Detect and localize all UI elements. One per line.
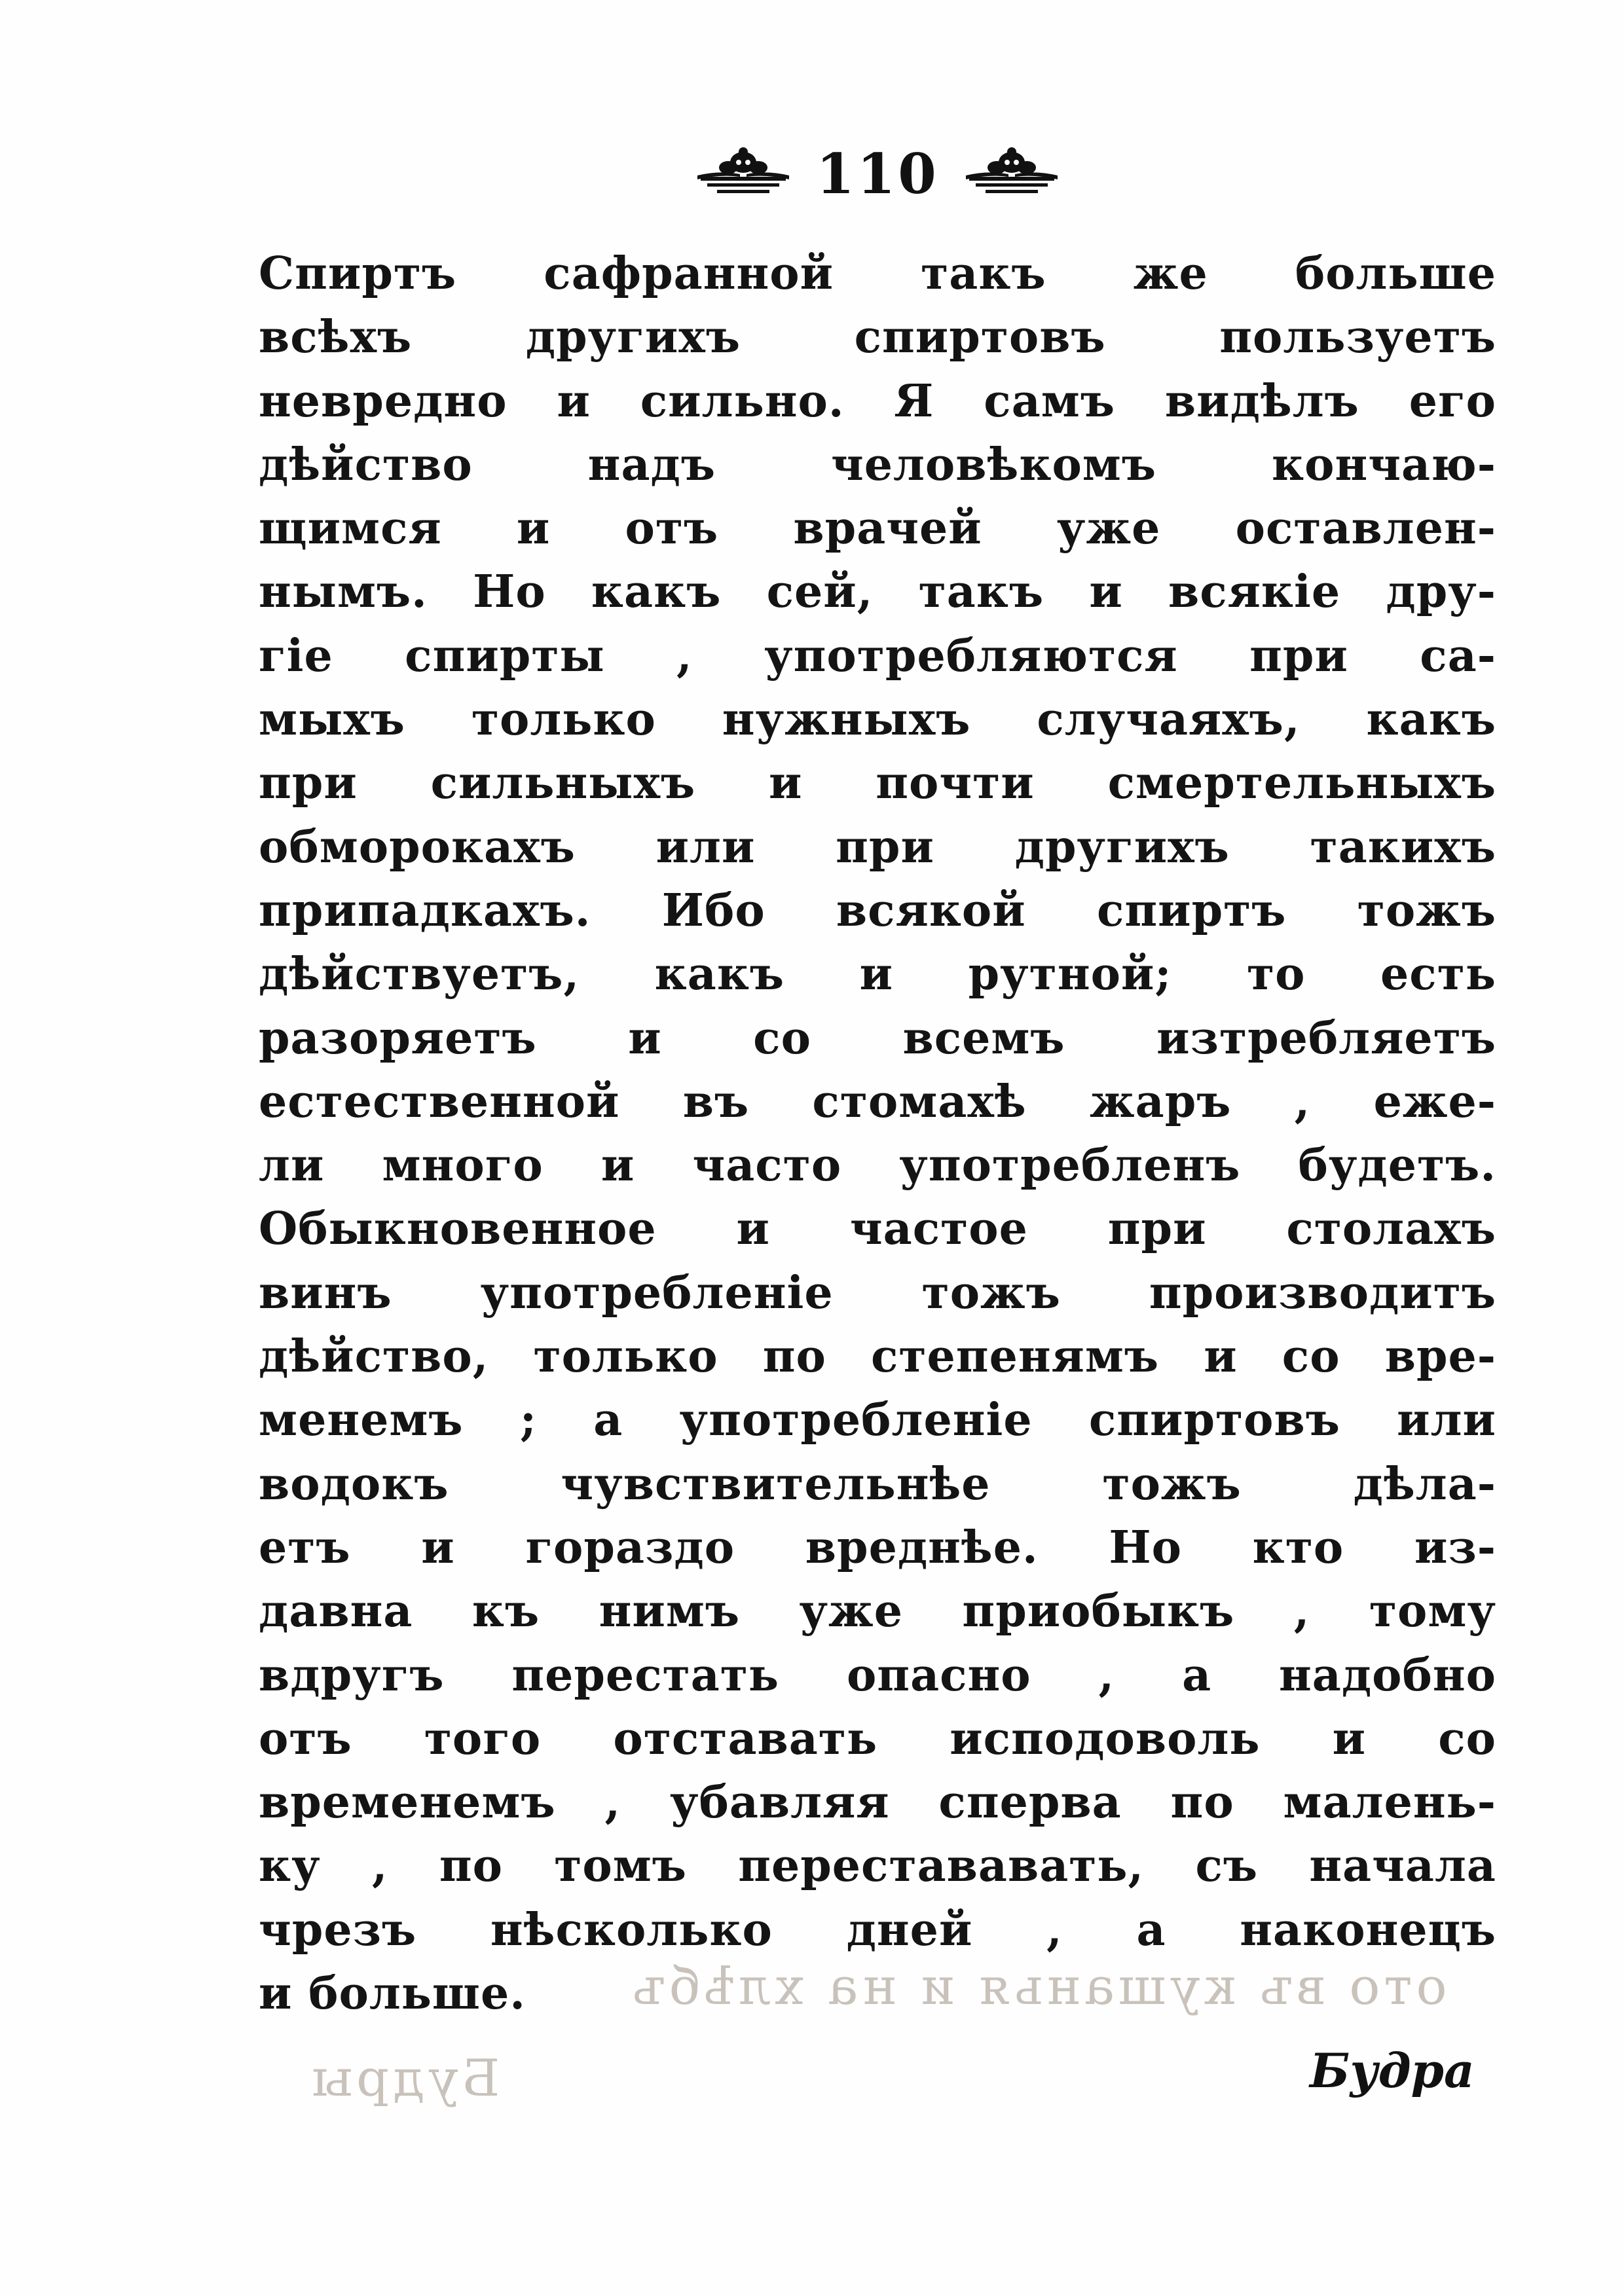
text-line: водокъ чувствительнѣе тожъ дѣла- — [259, 1457, 1496, 1510]
text-line: дѣйство надъ человѣкомъ кончаю- — [259, 438, 1496, 491]
text-line: менемъ ; а употребленіе спиртовъ или — [259, 1394, 1496, 1447]
text-line: всѣхъ другихъ спиртовъ пользуетъ — [259, 311, 1496, 364]
text-line: дѣйствуетъ, какъ и рутной; то есть — [259, 948, 1496, 1001]
bleed-through-text: Будры — [308, 2049, 500, 2108]
floral-ornament-icon — [694, 144, 792, 203]
text-line: невредно и сильно. Я самъ видѣлъ его — [259, 374, 1496, 428]
text-line: винъ употребленіе тожъ производитъ — [259, 1266, 1496, 1319]
text-line: Обыкновенное и частое при столахъ — [259, 1203, 1496, 1256]
floral-ornament-icon — [963, 144, 1061, 203]
page-number: 110 — [816, 141, 939, 206]
body-text — [259, 242, 1496, 2026]
text-line: вдругъ перестать опасно , а надобно — [259, 1649, 1496, 1702]
text-line: дѣйство, только по степенямъ и со вре- — [259, 1330, 1496, 1383]
text-line: мыхъ только нужныхъ случаяхъ, какъ — [259, 693, 1496, 746]
catchword: Будра — [1310, 2043, 1475, 2098]
text-line: разоряетъ и со всемъ изтребляетъ — [259, 1011, 1496, 1065]
text-line: давна къ нимъ уже приобыкъ , тому — [259, 1585, 1496, 1638]
text-line: ку , по томъ перестававать, съ начала — [259, 1840, 1496, 1893]
text-line: временемъ , убавляя сперва по малень- — [259, 1776, 1496, 1829]
text-line: чрезъ нѣсколько дней , а наконецъ — [259, 1903, 1496, 1956]
text-line: нымъ. Но какъ сей, такъ и всякіе дру- — [259, 566, 1496, 619]
text-line: и больше. — [259, 1967, 526, 2020]
text-line: етъ и гораздо вреднѣе. Но кто из- — [259, 1521, 1496, 1574]
text-line: естественной въ стомахѣ жаръ , еже- — [259, 1075, 1496, 1128]
bleed-through-text: ото въ кушанья и на хлѣбъ — [629, 1958, 1447, 2016]
text-line: припадкахъ. Ибо всякой спиртъ тожъ — [259, 884, 1496, 937]
text-line: щимся и отъ врачей уже оставлен- — [259, 502, 1496, 555]
text-line: Спиртъ сафранной такъ же больше — [259, 247, 1496, 300]
text-line: гіе спирты , употребляются при са- — [259, 629, 1496, 682]
text-line: обморокахъ или при другихъ такихъ — [259, 820, 1496, 873]
text-line: при сильныхъ и почти смертельныхъ — [259, 757, 1496, 810]
text-line: ли много и часто употребленъ будетъ. — [259, 1139, 1496, 1192]
text-line: отъ того отставать исподоволь и со — [259, 1712, 1496, 1765]
page-header — [694, 137, 1061, 210]
